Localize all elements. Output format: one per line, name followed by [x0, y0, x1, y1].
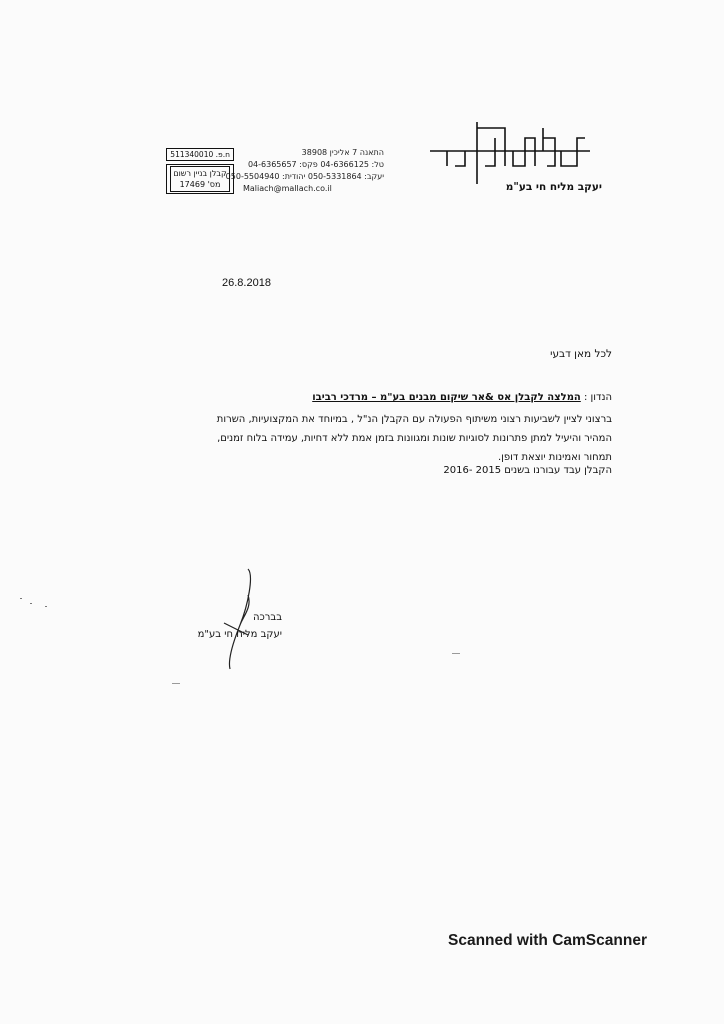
subject-line — [312, 388, 612, 407]
greeting: לכל מאן דבעי — [550, 348, 612, 360]
contractor-box — [166, 164, 234, 194]
scan-speck — [45, 606, 47, 607]
scan-mark — [172, 683, 180, 684]
company-logo — [425, 118, 595, 188]
letter-date: 26.8.2018 — [222, 277, 271, 289]
address-line: התאנה 7 אליכין 38908 — [301, 148, 384, 157]
letter-paragraph: ברצוני לציין לשביעות רצוני משיתוף הפעולה עם הקבלן הנ"ל , במיוחד את המקצועיות, השרות המהיר והיעיל למתן פתרונות לסוגיות שונות ומגוונות בזמן אמת ללא דחיות, עמידה בלוח זמנים, תמחור ואמינות יוצאת דופן. — [216, 414, 612, 463]
company-id-box: ח.פ. 511340010 — [166, 148, 234, 161]
contractor-number: מס' 17469 — [179, 180, 221, 189]
phone-fax-line: טל: 04-6366125 פקס: 04-6365657 — [247, 160, 384, 169]
scan-speck — [30, 603, 32, 604]
contractor-label: קבלן בניין רשום — [173, 169, 227, 178]
scan-speck — [20, 598, 22, 599]
email-line: Maliach@mallach.co.il — [243, 184, 332, 193]
registration-boxes — [166, 148, 234, 197]
signature-block — [172, 612, 282, 640]
company-name: יעקב מליח חי בע"מ — [505, 181, 602, 193]
scan-mark — [452, 653, 460, 654]
closing: בברכה — [252, 612, 282, 623]
camscanner-watermark: Scanned with CamScanner — [448, 932, 647, 949]
worked-years: הקבלן עבד עבורנו בשנים 2015 -2016 — [443, 465, 612, 476]
subject-prefix: הנדון : — [584, 392, 612, 403]
mobile-line: יעקב: 050-5331864 יהודית: 050-5504940 — [225, 172, 384, 181]
subject-text: המלצה לקבלן אס &אר שיקום מבנים בע"מ – מרדכי רביבו — [312, 392, 581, 403]
signer-name: יעקב מליח חי בע"מ — [197, 629, 282, 640]
